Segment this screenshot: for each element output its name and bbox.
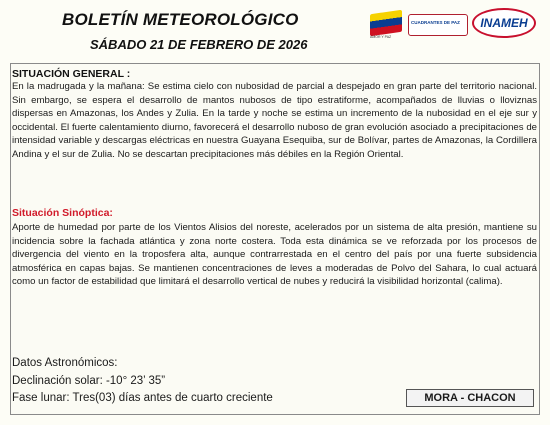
bulletin-date: SÁBADO 21 DE FEBRERO DE 2026 (90, 37, 308, 52)
synoptic-paragraph: Aporte de humedad por parte de los Vientos Alisios del noreste, acelerados por un sistema de alta presión, mantiene su incidencia sobre la fachada atlántica y zona norte costera. Toda esta dinámica se ve reforzada por los procesos de divergencia del viento en la troposfera alta, aunque contrarrestada en el centro del país por una fuerte subsidencia atmosférica en capas bajas. Se mantienen concentraciones de leves a moderadas de Polvo del Sahara, lo cual actuará como un factor de estabilidad que limitará el desarrollo vertical de nubes y reducirá la visibilidad horizontal (calima). (12, 222, 537, 287)
inameh-logo-text: INAMEH (480, 16, 528, 30)
cuadrantes-logo-text: CUADRANTES DE PAZ (411, 20, 460, 25)
logo-strip (370, 8, 540, 44)
astro-heading: Datos Astronómicos: (12, 357, 118, 369)
general-paragraph: En la madrugada y la mañana: Se estima cielo con nubosidad de parcial a despejado en gran parte del territorio nacional. Sin embargo, se espera el desarrollo de mantos nubosos de tipo estratiforme, acompañados de lluvias o lloviznas dispersas en Amazonas, los Andes y Zulia. En la tarde y noche se estima un incremento de la nubosidad en el eje sur y occidental. El fuerte calentamiento diurno, favorecerá el desarrollo nuboso de gran evolución asociado a precipitaciones de intensidad variable y descargas eléctricas en nuestra Guayana Esequiba, sur de Bolívar, partes de Amazonas, la Cordillera Andina y el sur de Zulia. No se descartan precipitaciones más débiles en la Región Oriental. (12, 81, 537, 160)
signature-badge: MORA - CHACON (406, 389, 534, 407)
solar-declination: Declinación solar: -10° 23’ 35” (12, 375, 166, 387)
inameh-logo (472, 8, 536, 38)
moon-phase: Fase lunar: Tres(03) días antes de cuarto creciente (12, 392, 273, 404)
bulletin-title: BOLETÍN METEOROLÓGICO (62, 10, 299, 29)
cuadrantes-logo (408, 14, 468, 36)
synoptic-heading: Situación Sinóptica: (12, 207, 113, 219)
flag-caption: AMOR Y PAZ (370, 35, 392, 39)
venezuela-flag-logo (370, 10, 402, 36)
general-heading: SITUACIÓN GENERAL : (12, 68, 131, 80)
